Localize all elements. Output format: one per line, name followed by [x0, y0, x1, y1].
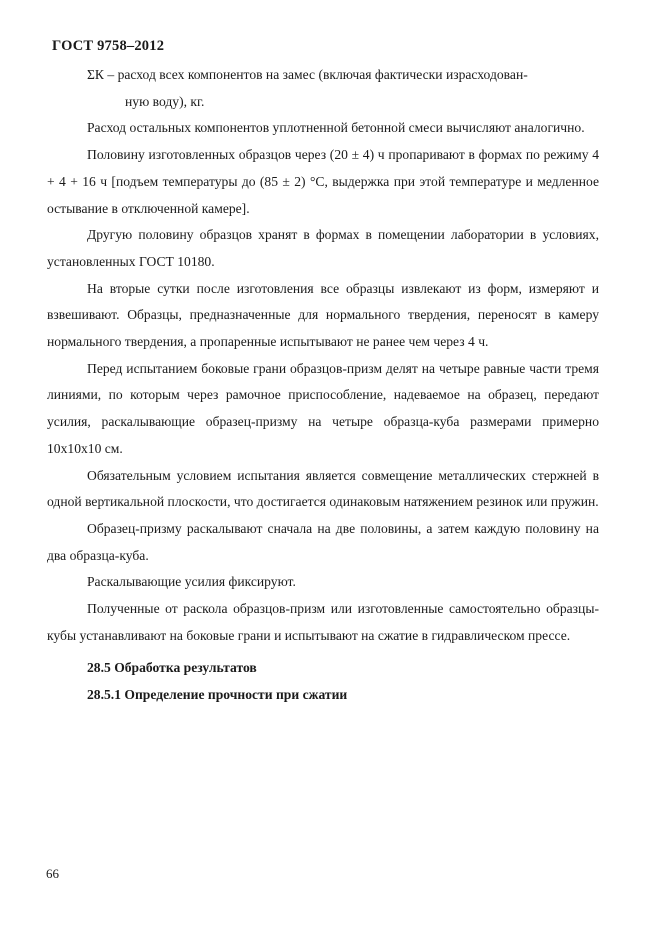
paragraph: Раскалывающие усилия фиксируют.	[87, 574, 296, 590]
section-heading: 28.5 Обработка результатов	[87, 660, 257, 676]
paragraph: Полученные от раскола образцов-призм или изготовленные самостоятельно образцы-кубы устанавливают на боковые грани и испытывают на сжатие в гидравлическом прессе.	[47, 601, 599, 643]
paragraph: Другую половину образцов хранят в формах в помещении лаборатории в условиях, установленных ГОСТ 10180.	[47, 227, 599, 269]
paragraph: На вторые сутки после изготовления все образцы извлекают из форм, измеряют и взвешивают. Образцы, предназначенные для нормального твердения, переносят в камеру нормального твердения, а пропаренные испытывают не ранее чем через 4 ч.	[47, 280, 599, 350]
page-body	[47, 62, 599, 709]
formula-definition	[47, 62, 599, 115]
page-number: 66	[46, 866, 59, 881]
document-header: ГОСТ 9758–2012	[52, 38, 165, 54]
paragraph: Образец-призму раскалывают сначала на две половины, а затем каждую половину на два образца-куба.	[47, 520, 599, 563]
paragraph: Обязательным условием испытания является совмещение металлических стержней в одной вертикальной плоскости, что достигается одинаковым натяжением резинок или пружин.	[47, 467, 599, 510]
definition-line-1: ΣК – расход всех компонентов на замес (включая фактически израсходован-	[87, 67, 528, 82]
paragraph: Перед испытанием боковые грани образцов-призм делят на четыре равные части тремя линиями, по которым через рамочное приспособление, надеваемое на образец, передают усилия, раскалывающие образец-призму на четыре образца-куба размерами примерно 10x10x10 см.	[47, 360, 599, 456]
paragraph: Половину изготовленных образцов через (20 ± 4) ч пропаривают в формах по режиму 4 + 4 + 16 ч [подъем температуры до (85 ± 2) °С, выдержка при этой температуре и медленное остывание в отключенной камере].	[47, 147, 599, 216]
subsection-heading: 28.5.1 Определение прочности при сжатии	[87, 687, 348, 703]
paragraph: Расход остальных компонентов уплотненной бетонной смеси вычисляют аналогично.	[87, 120, 585, 136]
definition-line-2: ную воду), кг.	[125, 93, 205, 109]
